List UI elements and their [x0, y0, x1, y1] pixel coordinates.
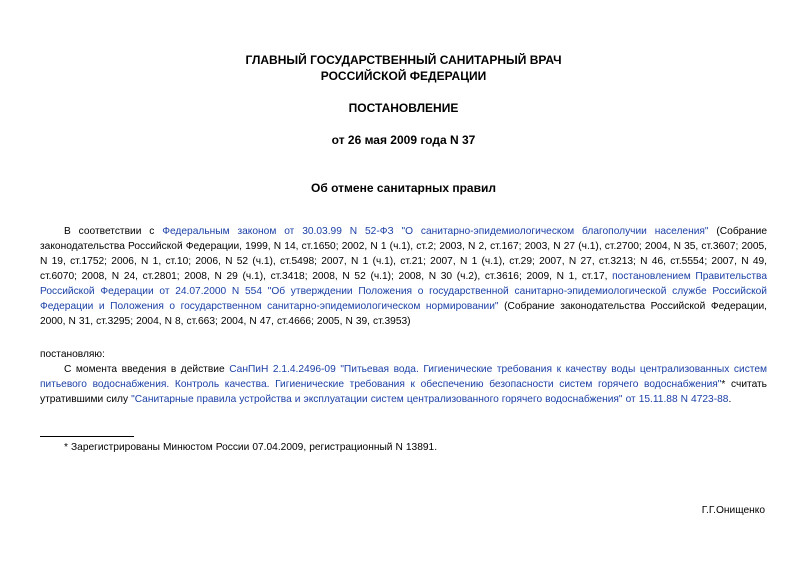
issuer-line-1: ГЛАВНЫЙ ГОСУДАРСТВЕННЫЙ САНИТАРНЫЙ ВРАЧ	[245, 53, 562, 67]
preamble-text-2: (Собрание законодательства Российской Федерации, 1999, N 14, ст.1650; 2002, N 1 (ч.1), ст.2; 2003, N 2, ст.167; 2003, N 27 (ч.1), ст.2700; 2004, N 35, ст.3607; 2005, N 19, ст.1752; 2006, N 1, ст.10; 2006, N 52 (ч.1), ст.5498; 2007, N 1 (ч.1), ст.21; 2007, N 1 (ч.1), ст.29; 2007, N 27, ст.3213; N 46, ст.5554; 2007, N 49, ст.6070; 2008, N 24, ст.2801; 2008, N 29 (ч.1), ст.3418; 2008, N 52 (ч.1); 2008, N 30 (ч.2), ст.3616; 2009, N 1, ст.17,	[40, 226, 767, 282]
sanpin-link[interactable]: СанПиН 2.1.4.2496-09 "Питьевая вода. Гигиенические требования к качеству воды централизованных систем питьевого водоснабжения. Контроль качества. Гигиенические требования к обеспечению безопасности систем горячего водоснабжения"	[40, 364, 768, 390]
resolve-paragraph	[40, 362, 767, 407]
preamble-text-1: В соответствии с	[64, 226, 163, 237]
footnote-divider	[40, 436, 134, 437]
resolve-label: постановляю:	[40, 349, 105, 360]
document-type: ПОСТАНОВЛЕНИЕ	[348, 101, 459, 115]
resolve-text-2: * считать утратившими силу	[40, 379, 767, 405]
government-decree-link[interactable]: постановлением Правительства Российской Федерации от 24.07.2000 N 554 "Об утверждении Положения о государственной санитарно-эпидемиологической службе Российской Федерации и Положения о государственном санитарно-эпидемиологическом нормировании"	[40, 271, 767, 312]
resolve-text-3: .	[728, 394, 732, 405]
document-title: Об отмене санитарных правил	[311, 181, 496, 195]
federal-law-link[interactable]: Федеральным законом от 30.03.99 N 52-ФЗ "О санитарно-эпидемиологическом благополучии населения"	[162, 226, 709, 237]
document-date-number: от 26 мая 2009 года N 37	[331, 133, 476, 147]
footnote: * Зарегистрированы Минюстом России 07.04.2009, регистрационный N 13891.	[64, 442, 438, 453]
preamble-paragraph	[40, 224, 767, 329]
signature: Г.Г.Онищенко	[701, 505, 765, 516]
preamble-text-3: (Собрание законодательства Российской Федерации, 2000, N 31, ст.3295; 2004, N 8, ст.663; 2004, N 47, ст.4666; 2005, N 39, ст.3953)	[40, 301, 767, 327]
issuer-line-2: РОССИЙСКОЙ ФЕДЕРАЦИИ	[320, 69, 487, 83]
resolve-text-1: С момента введения в действие	[64, 364, 230, 375]
sanitary-rules-link[interactable]: "Санитарные правила устройства и эксплуатации систем централизованного горячего водоснабжения" от 15.11.88 N 4723-88	[131, 394, 729, 405]
